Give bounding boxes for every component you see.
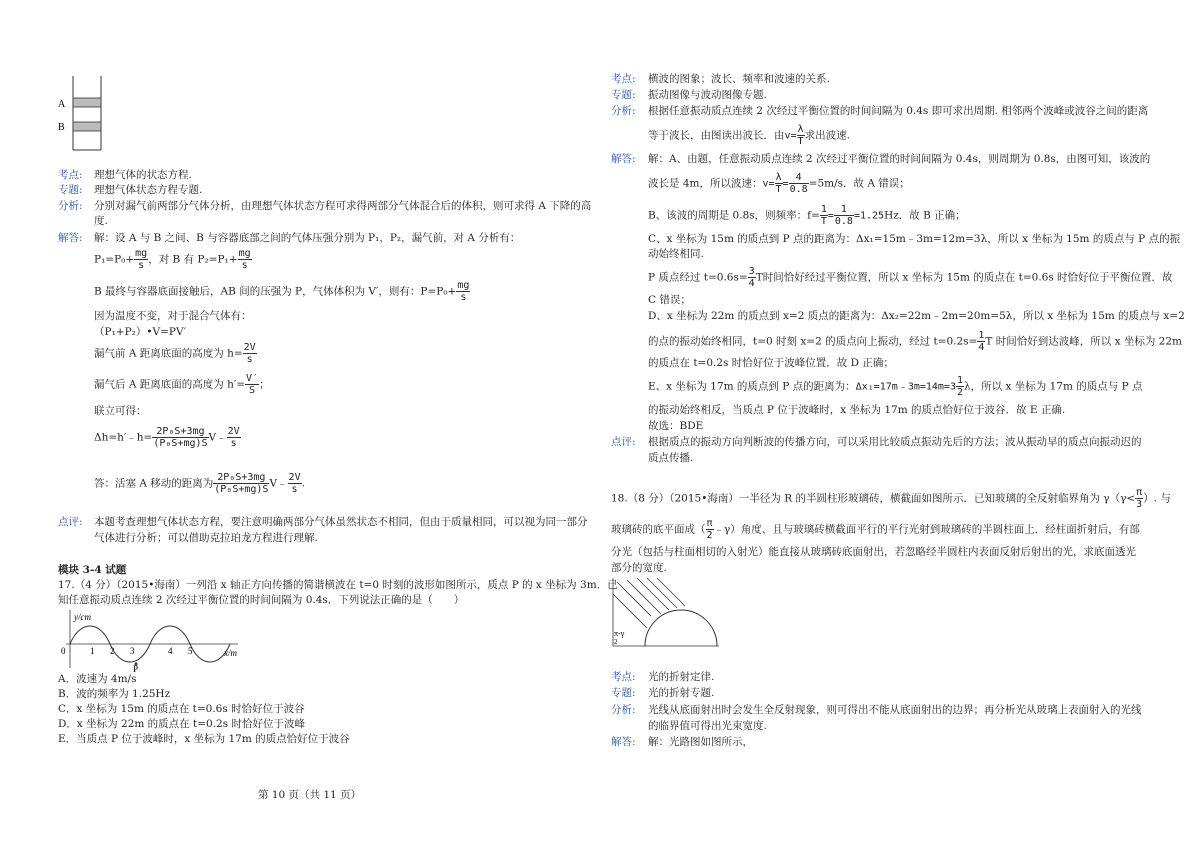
r-jieda-line-5: 动始终相同. [648, 248, 704, 260]
r-jieda-line-10: 的质点在 t=0.2s 时恰好位于波峰位置．故 D 正确； [648, 357, 894, 369]
eq-delta-h: Δh=h′﹣h= $\frac{\text{2P₀S+3mg}}{\text{(P₀S+mg)S}}$ V﹣ $\frac{2V}{s}$ [94, 426, 240, 449]
lianli-line: 联立可得： [94, 405, 147, 417]
r-kaodian2-text: 光的折射定律. [648, 671, 715, 683]
eq-b-bottom: B 最终与容器底面接触后，AB 间的压强为 P，气体体积为 V′，则有：P=P₀+ $\frac{mg}{s}$ [94, 280, 470, 303]
r-jieda-label: 解答: [611, 153, 636, 165]
r-jieda-line-3: B、该波的周期是 0.8s，则频率：f= $\frac{1}{T}$ = $\frac{1}{0.8}$ =1.25Hz．故 B 正确； [648, 204, 966, 227]
page-footer: 第 10 页（共 11 页） [258, 789, 362, 801]
r-fenxi-label: 分析: [611, 105, 636, 117]
option-b: B．波的频率为 1.25Hz [58, 688, 171, 700]
jieda-line-1: 解：设 A 与 B 之间、B 与容器底部之间的气体压强分别为 P₁，P₂，漏气前，对 A 分析有： [94, 232, 521, 244]
mix-eq: （P₁+P₂）•V=PV′ [94, 326, 186, 338]
r-jieda-line-11: E、x 坐标为 17m 的质点到 P 点的距离为：Δx₁=17m﹣3m=14m=3 $\frac{1}{2}$ λ，所以 x 坐标为 17m 的质点与 P 点 [648, 375, 1143, 398]
zhuanti-label: 专题: [58, 184, 83, 196]
r-jieda-line-9: 的点的振动始终相同，t=0 时刻 x=2 的质点向上振动，经过 t=0.2s= $\frac{1}{4}$ T 时间恰好到达波峰，所以 x 坐标为 22m [648, 330, 1182, 353]
origin-label: 0 [61, 646, 66, 656]
r-fenxi-line-2: 等于波长，由图读出波长．由v= $\frac{\lambda}{T}$ 求出波速. [648, 124, 850, 147]
angle-label: π-γ [614, 629, 625, 638]
option-e: E．当质点 P 位于波峰时，x 坐标为 17m 的质点恰好位于波谷 [58, 733, 350, 745]
r-zhuanti-label: 专题: [611, 89, 636, 101]
r-jieda-line-12: 的振动始终相反，当质点 P 位于波峰时，x 坐标为 17m 的质点恰好位于波谷．故 E 正确. [648, 404, 1066, 416]
kaodian-text: 理想气体的状态方程. [94, 169, 192, 181]
r-jieda2-label: 解答: [611, 736, 636, 748]
r-kaodian2-label: 考点: [611, 671, 636, 683]
fenxi-label: 分析: [58, 200, 83, 212]
r-dianping-line-1: 根据质点的振动方向判断波的传播方向，可以采用比较质点振动先后的方法；波从振动早的质点向振动迟的 [648, 436, 1142, 448]
r-kaodian-label: 考点: [611, 73, 636, 85]
r-jieda-line-4: C、x 坐标为 15m 的质点到 P 点的距离为：Δx₁=15m﹣3m=12m=3λ，所以 x 坐标为 15m 的质点与 P 点的振 [648, 233, 1181, 245]
tick-4: 4 [168, 646, 173, 656]
eq-answer: 答：活塞 A 移动的距离为 $\frac{\text{2P₀S+3mg}}{\text{(P₀S+mg)S}}$ V﹣ $\frac{2V}{s}$ . [94, 472, 305, 495]
y-axis-label: y/cm [74, 612, 91, 622]
q18-line-4: 部分的宽度. [611, 562, 667, 574]
jieda-label: 解答: [58, 232, 83, 244]
angle-label-den: 2 [614, 638, 618, 646]
dianping-line-1: 本题考查理想气体状态方程，要注意明确两部分气体虽然状态不相同，但由于质量相同，可以视为同一部分 [94, 516, 588, 528]
r-dianping-line-2: 质点传播. [648, 452, 694, 464]
r-zhuanti2-label: 专题: [611, 687, 636, 699]
glass-figure [611, 576, 721, 648]
r-jieda-line-6: P 质点经过 t=0.6s= $\frac{3}{4}$ T时间恰好经过平衡位置，所以 x 坐标为 15m 的质点在 t=0.6s 时恰好位于平衡位置．故 [648, 266, 1173, 289]
fenxi-text-2: 度. [94, 215, 108, 227]
q17-line-1: 17.（4 分）（2015•海南）一列沿 x 轴正方向传播的简谐横波在 t=0 时刻的波形如图所示，质点 P 的 x 坐标为 3m．已 [58, 579, 618, 591]
x-axis-label: x/m [224, 648, 237, 658]
r-jieda-line-13: 故选：BDE [648, 420, 704, 432]
q18-line-3: 分光（包括与柱面相切的入射光）能直接从玻璃砖底面射出，若忽略经半圆柱内表面反射后射出的光，求底面透光 [611, 546, 1136, 558]
option-c: C．x 坐标为 15m 的质点在 t=0.6s 时恰好位于波谷 [58, 703, 305, 715]
r-kaodian-text: 横波的图象；波长、频率和波速的关系. [648, 73, 830, 85]
r-fenxi3-line-1: 光线从底面射出时会发生全反射现象，则可得出不能从底面射出的边界；再分析光从玻璃上表面射入的光线 [648, 704, 1142, 716]
label-a: A [58, 99, 66, 110]
temp-line: 因为温度不变，对于混合气体有： [94, 310, 252, 322]
r-zhuanti-text: 振动图像与波动图像专题. [648, 89, 767, 101]
module-heading: 模块 3-4 试题 [58, 564, 127, 576]
r-jieda-line-7: C 错误； [648, 294, 691, 306]
r-jieda2-text: 解：光路图如图所示， [648, 736, 753, 748]
r-dianping-label: 点评: [611, 436, 636, 448]
tick-2: 2 [110, 646, 115, 656]
q18-line-2: 玻璃砖的底平面成（ $\frac{\pi}{2}$ ﹣γ）角度、且与玻璃砖横截面平行的平行光射到玻璃砖的半圆柱面上．经柱面折射后，有部 [611, 518, 1140, 541]
point-p: P [133, 664, 139, 672]
zhuanti-text: 理想气体状态方程专题. [94, 184, 203, 196]
r-zhuanti2-text: 光的折射专题. [648, 687, 715, 699]
r-jieda-line-8: D、x 坐标为 22m 的质点到 x=2 质点的距离为：Δx₂=22m﹣2m=20m=5λ，所以 x 坐标为 15m 的质点与 x=2 [648, 310, 1185, 322]
fenxi-text: 分别对漏气前两部分气体分析，由理想气体状态方程可求得两部分气体混合后的体积，则可求得 A 下降的高 [94, 200, 592, 212]
option-a: A．波速为 4m/s [58, 673, 137, 685]
container-figure [55, 72, 115, 152]
tick-5: 5 [188, 646, 193, 656]
r-jieda-line-2: 波长是 4m，所以波速：v= $\frac{\lambda}{T}$ = $\frac{4}{0.8}$ =5m/s．故 A 错误； [648, 172, 910, 195]
q18-line-1: 18.（8 分）（2015•海南）一半径为 R 的半圆柱形玻璃砖，横截面如图所示．已知玻璃的全反射临界角为 γ（γ< $\frac{\pi}{3}$ ）. 与 [611, 487, 1171, 510]
option-d: D．x 坐标为 22m 的质点在 t=0.2s 时恰好位于波峰 [58, 718, 305, 730]
wave-graph [58, 608, 248, 672]
dianping-label: 点评: [58, 516, 83, 528]
r-jieda-line-1: 解：A、由题，任意振动质点连续 2 次经过平衡位置的时间间隔为 0.4s，则周期为 0.8s，由图可知，该波的 [648, 153, 1151, 165]
eq-p1p2: P₁=P₀+ $\frac{mg}{s}$ ，对 B 有 P₂=P₁+ $\frac{mg}{s}$ [94, 248, 251, 271]
label-b: B [58, 122, 65, 133]
eq-before-leak: 漏气前 A 距离底面的高度为 h= $\frac{2V}{s}$ [94, 342, 256, 365]
r-fenxi3-line-2: 的临界值可得出光束宽度. [648, 720, 767, 732]
dianping-line-2: 气体进行分析；可以借助克拉珀龙方程进行理解. [94, 532, 318, 544]
q17-line-2: 知任意振动质点连续 2 次经过平衡位置的时间间隔为 0.4s．下列说法正确的是（ ） [58, 594, 465, 606]
tick-3: 3 [130, 646, 135, 656]
r-fenxi3-label: 分析: [611, 704, 636, 716]
tick-1: 1 [90, 646, 95, 656]
kaodian-label: 考点: [58, 169, 83, 181]
eq-after-leak: 漏气后 A 距离底面的高度为 h′= $\frac{V'}{S}$ ； [94, 373, 270, 396]
r-fenxi-line-1: 根据任意振动质点连续 2 次经过平衡位置的时间间隔为 0.4s 即可求出周期. 相邻两个波峰或波谷之间的距离 [648, 105, 1149, 117]
